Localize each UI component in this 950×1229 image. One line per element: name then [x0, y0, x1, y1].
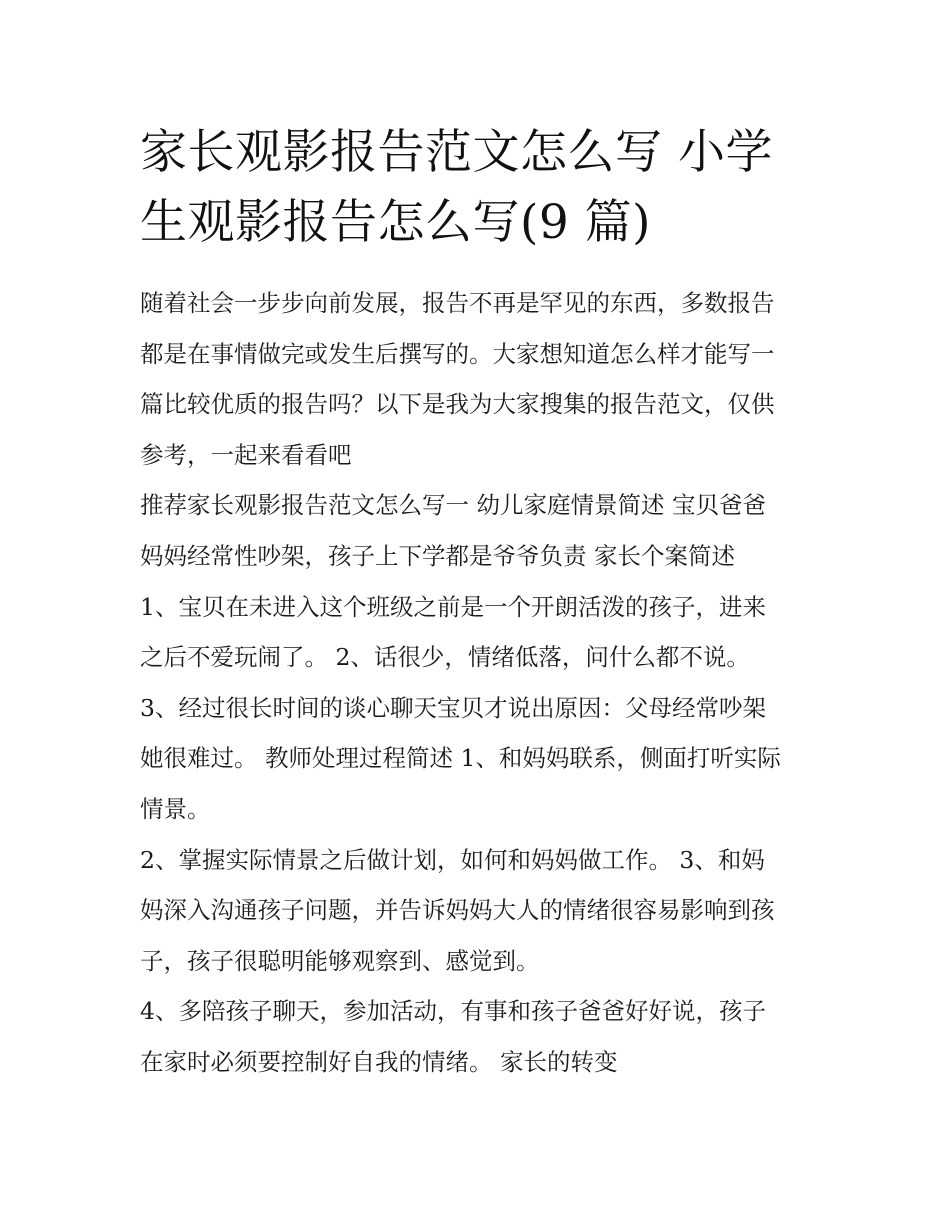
text-line: 在家时必须要控制好自我的情绪。 家长的转变 — [140, 1047, 618, 1076]
text-line: 推荐家长观影报告范文怎么写一 幼儿家庭情景简述 宝贝爸爸 — [140, 491, 766, 520]
text-line: 都是在事情做完或发生后撰写的。大家想知道怎么样才能写一 — [140, 339, 775, 368]
title-line: 家长观影报告范文怎么写 小学 — [140, 125, 773, 180]
paragraph-point-1 — [140, 582, 820, 683]
document-title — [140, 118, 820, 258]
paragraph-point-3 — [140, 683, 820, 835]
text-line: 子，孩子很聪明能够观察到、感觉到。 — [140, 946, 540, 975]
paragraph-case-summary — [140, 480, 820, 581]
paragraph-teacher-4 — [140, 986, 820, 1087]
title-line: 生观影报告怎么写(9 篇) — [140, 195, 652, 250]
text-line: 2、掌握实际情景之后做计划，如何和妈妈做工作。 3、和妈 — [140, 845, 765, 874]
document-body — [140, 278, 820, 1088]
text-line: 4、多陪孩子聊天，参加活动，有事和孩子爸爸好好说，孩子 — [140, 997, 766, 1026]
text-line: 妈妈经常性吵架，孩子上下学都是爷爷负责 家长个案简述 — [140, 541, 735, 570]
text-line: 之后不爱玩闹了。 2、话很少，情绪低落，问什么都不说。 — [140, 643, 750, 672]
text-line: 情景。 — [140, 794, 211, 823]
text-line: 随着社会一步步向前发展，报告不再是罕见的东西，多数报告 — [140, 289, 775, 317]
paragraph-intro — [140, 278, 820, 480]
text-line: 参考，一起来看看吧 — [140, 440, 352, 469]
text-line: 3、经过很长时间的谈心聊天宝贝才说出原因：父母经常吵架 — [140, 693, 766, 722]
paragraph-teacher-2 — [140, 835, 820, 987]
text-line: 妈深入沟通孩子问题，并告诉妈妈大人的情绪很容易影响到孩 — [140, 896, 775, 925]
text-line: 1、宝贝在未进入这个班级之前是一个开朗活泼的孩子，进来 — [140, 592, 766, 621]
text-line: 篇比较优质的报告吗？以下是我为大家搜集的报告范文，仅供 — [140, 390, 775, 419]
text-line: 她很难过。 教师处理过程简述 1、和妈妈联系，侧面打听实际 — [140, 744, 781, 773]
